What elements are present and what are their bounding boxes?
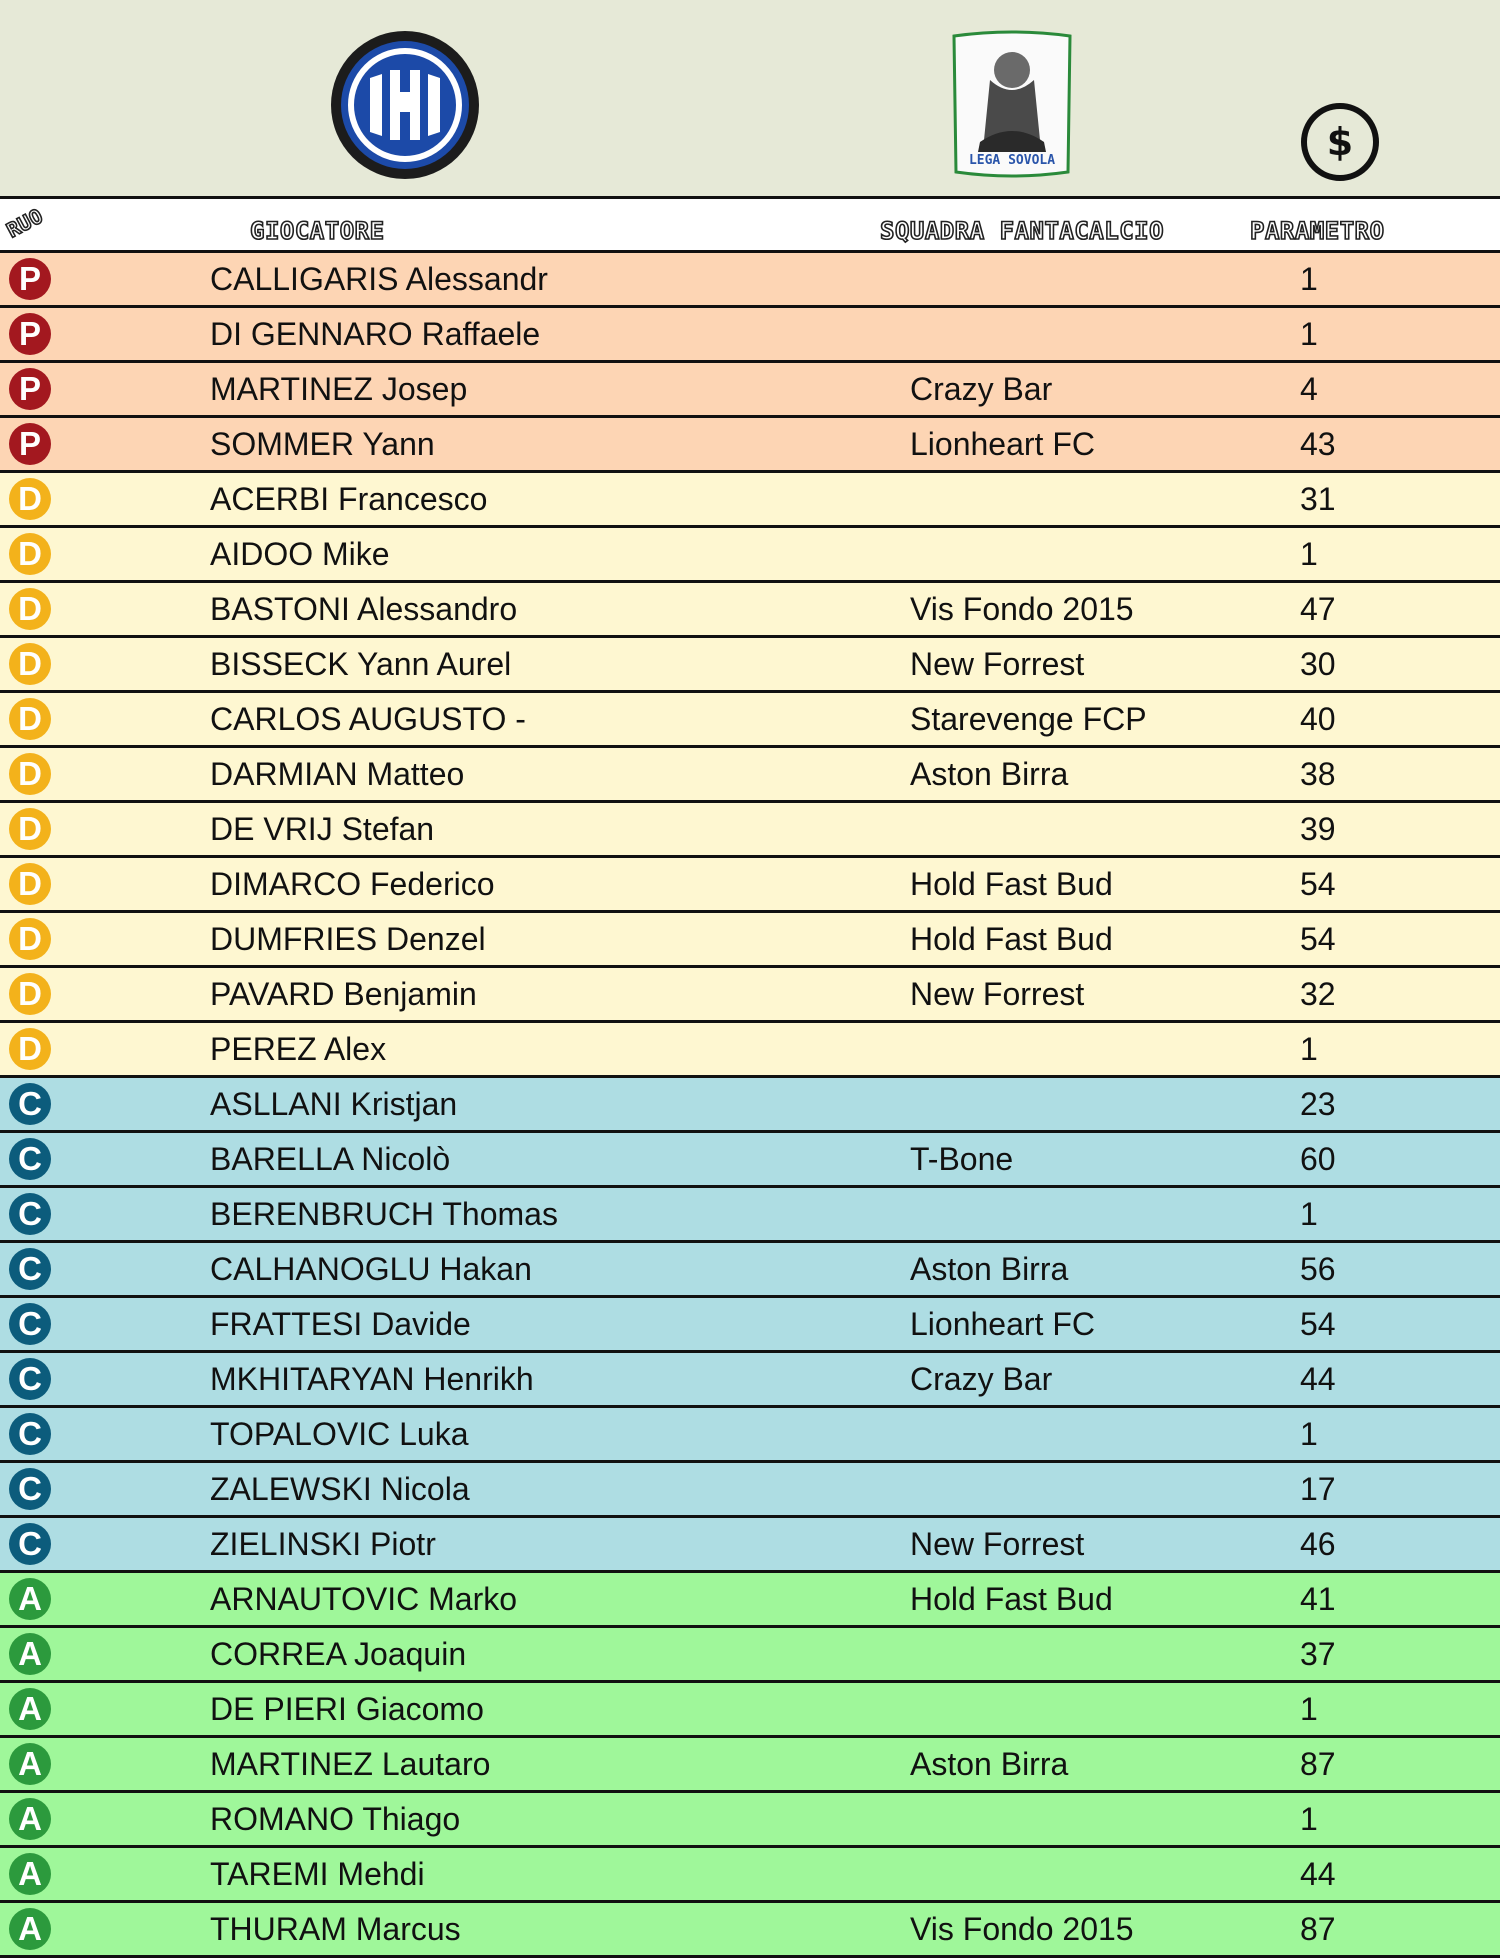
role-badge: A (9, 1798, 51, 1840)
header (0, 0, 1500, 196)
player-name: ROMANO Thiago (210, 1801, 461, 1837)
table-row (0, 1793, 1500, 1848)
player-name: ZALEWSKI Nicola (210, 1471, 470, 1507)
role-badge: C (9, 1138, 51, 1180)
player-name: CARLOS AUGUSTO - (210, 701, 526, 737)
table-row (0, 1298, 1500, 1353)
player-name: PEREZ Alex (210, 1031, 387, 1067)
parametro-value: 32 (1300, 976, 1336, 1012)
player-name: CALLIGARIS Alessandr (210, 261, 548, 297)
role-badge: P (9, 313, 51, 355)
player-name: CORREA Joaquin (210, 1636, 467, 1672)
table-row (0, 1408, 1500, 1463)
role-badge: C (9, 1083, 51, 1125)
fanta-team: Aston Birra (910, 756, 1069, 792)
role-badge: A (9, 1688, 51, 1730)
table-row (0, 1463, 1500, 1518)
dollar-circle-icon (1300, 102, 1380, 182)
role-badge: D (9, 1028, 51, 1070)
role-badge: D (9, 478, 51, 520)
player-name: MARTINEZ Lautaro (210, 1746, 491, 1782)
role-badge: D (9, 753, 51, 795)
svg-text:$: $ (1326, 120, 1354, 164)
role-badge: A (9, 1853, 51, 1895)
parametro-value: 60 (1300, 1141, 1336, 1177)
role-badge: D (9, 588, 51, 630)
fanta-team: Vis Fondo 2015 (910, 1911, 1134, 1947)
table-row (0, 308, 1500, 363)
parametro-value: 1 (1300, 261, 1318, 297)
role-badge: A (9, 1908, 51, 1950)
column-header-ruolo: RUO (2, 203, 48, 243)
fanta-team: Lionheart FC (910, 1306, 1095, 1342)
fanta-team: Crazy Bar (910, 371, 1053, 407)
role-badge: P (9, 258, 51, 300)
fanta-team: New Forrest (910, 646, 1085, 682)
parametro-value: 1 (1300, 1801, 1318, 1837)
player-name: SOMMER Yann (210, 426, 435, 462)
table-row (0, 1243, 1500, 1298)
table-row (0, 858, 1500, 913)
table-row (0, 583, 1500, 638)
table-row (0, 363, 1500, 418)
role-badge: C (9, 1193, 51, 1235)
player-name: DE VRIJ Stefan (210, 811, 435, 847)
player-name: ACERBI Francesco (210, 481, 488, 517)
player-name: BISSECK Yann Aurel (210, 646, 512, 682)
fanta-team: Vis Fondo 2015 (910, 591, 1134, 627)
parametro-value: 1 (1300, 316, 1318, 352)
parametro-value: 43 (1300, 426, 1336, 462)
inter-logo (330, 30, 480, 180)
role-badge: A (9, 1578, 51, 1620)
player-name: BARELLA Nicolò (210, 1141, 451, 1177)
parametro-value: 87 (1300, 1746, 1336, 1782)
parametro-value: 44 (1300, 1361, 1336, 1397)
player-list (0, 253, 1500, 1958)
role-badge: P (9, 423, 51, 465)
table-row (0, 1353, 1500, 1408)
fanta-team: Crazy Bar (910, 1361, 1053, 1397)
lega-logo (950, 30, 1075, 178)
table-row (0, 638, 1500, 693)
player-name: BASTONI Alessandro (210, 591, 518, 627)
table-row (0, 1188, 1500, 1243)
player-name: DUMFRIES Denzel (210, 921, 486, 957)
column-header-parametro: PARAMETRO (1250, 217, 1385, 245)
fanta-team: Lionheart FC (910, 426, 1095, 462)
parametro-value: 38 (1300, 756, 1336, 792)
fanta-team: New Forrest (910, 1526, 1085, 1562)
fanta-team: Aston Birra (910, 1746, 1069, 1782)
role-badge: P (9, 368, 51, 410)
column-header-giocatore: GIOCATORE (250, 217, 385, 245)
table-row (0, 1628, 1500, 1683)
table-row (0, 253, 1500, 308)
parametro-value: 87 (1300, 1911, 1336, 1947)
parametro-value: 1 (1300, 536, 1318, 572)
fanta-team: Hold Fast Bud (910, 921, 1113, 957)
table-row (0, 418, 1500, 473)
table-row (0, 748, 1500, 803)
parametro-value: 23 (1300, 1086, 1336, 1122)
column-header-row (0, 196, 1500, 253)
role-badge: D (9, 698, 51, 740)
parametro-value: 56 (1300, 1251, 1336, 1287)
parametro-value: 54 (1300, 866, 1336, 902)
parametro-value: 1 (1300, 1031, 1318, 1067)
fanta-team: Starevenge FCP (910, 701, 1147, 737)
parametro-value: 40 (1300, 701, 1336, 737)
parametro-value: 37 (1300, 1636, 1336, 1672)
player-name: DI GENNARO Raffaele (210, 316, 541, 352)
parametro-value: 41 (1300, 1581, 1336, 1617)
parametro-value: 54 (1300, 1306, 1336, 1342)
table-row (0, 1848, 1500, 1903)
table-row (0, 1133, 1500, 1188)
fanta-team: Hold Fast Bud (910, 866, 1113, 902)
role-badge: D (9, 918, 51, 960)
fanta-team: Aston Birra (910, 1251, 1069, 1287)
column-header-squadra: SQUADRA FANTACALCIO (880, 217, 1165, 245)
table-row (0, 1518, 1500, 1573)
parametro-value: 47 (1300, 591, 1336, 627)
role-badge: A (9, 1633, 51, 1675)
fanta-team: New Forrest (910, 976, 1085, 1012)
parametro-value: 39 (1300, 811, 1336, 847)
table-row (0, 528, 1500, 583)
parametro-value: 1 (1300, 1691, 1318, 1727)
player-name: TOPALOVIC Luka (210, 1416, 469, 1452)
player-name: DIMARCO Federico (210, 866, 495, 902)
role-badge: C (9, 1358, 51, 1400)
player-name: MKHITARYAN Henrikh (210, 1361, 534, 1397)
player-name: CALHANOGLU Hakan (210, 1251, 532, 1287)
table-row (0, 968, 1500, 1023)
table-row (0, 1573, 1500, 1628)
table-row (0, 1023, 1500, 1078)
role-badge: D (9, 808, 51, 850)
player-name: TAREMI Mehdi (210, 1856, 425, 1892)
parametro-value: 54 (1300, 921, 1336, 957)
role-badge: C (9, 1468, 51, 1510)
parametro-value: 4 (1300, 371, 1318, 407)
player-name: THURAM Marcus (210, 1911, 461, 1947)
table-row (0, 693, 1500, 748)
player-name: MARTINEZ Josep (210, 371, 468, 407)
role-badge: D (9, 973, 51, 1015)
table-row (0, 803, 1500, 858)
player-name: ASLLANI Kristjan (210, 1086, 458, 1122)
role-badge: C (9, 1303, 51, 1345)
parametro-value: 17 (1300, 1471, 1336, 1507)
parametro-value: 46 (1300, 1526, 1336, 1562)
role-badge: D (9, 643, 51, 685)
role-badge: D (9, 863, 51, 905)
player-name: DARMIAN Matteo (210, 756, 465, 792)
player-name: DE PIERI Giacomo (210, 1691, 484, 1727)
role-badge: D (9, 533, 51, 575)
player-name: AIDOO Mike (210, 536, 390, 572)
player-name: ZIELINSKI Piotr (210, 1526, 436, 1562)
role-badge: C (9, 1248, 51, 1290)
table-row (0, 1078, 1500, 1133)
table-row (0, 1738, 1500, 1793)
fanta-team: Hold Fast Bud (910, 1581, 1113, 1617)
parametro-value: 44 (1300, 1856, 1336, 1892)
player-name: BERENBRUCH Thomas (210, 1196, 558, 1232)
role-badge: C (9, 1413, 51, 1455)
league-logo-text: LEGA SOVOLA (968, 153, 1056, 168)
player-name: FRATTESI Davide (210, 1306, 471, 1342)
table-row (0, 473, 1500, 528)
player-name: PAVARD Benjamin (210, 976, 477, 1012)
role-badge: C (9, 1523, 51, 1565)
role-badge: A (9, 1743, 51, 1785)
table-row (0, 1683, 1500, 1738)
parametro-value: 1 (1300, 1416, 1318, 1452)
fanta-team: T-Bone (910, 1141, 1014, 1177)
table-row (0, 1903, 1500, 1958)
player-name: ARNAUTOVIC Marko (210, 1581, 518, 1617)
parametro-value: 31 (1300, 481, 1336, 517)
parametro-value: 30 (1300, 646, 1336, 682)
table-row (0, 913, 1500, 968)
parametro-value: 1 (1300, 1196, 1318, 1232)
